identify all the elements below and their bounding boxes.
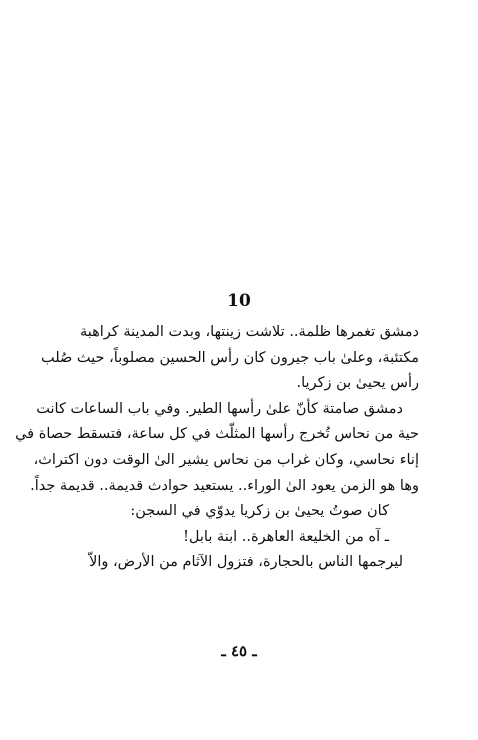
text-line: وها هو الزمن يعود الىٰ الوراء.. يستعيد حوادث قديمة.. قديمة جداً. [30, 477, 419, 494]
page-number: ـ ٤٥ ـ [221, 642, 257, 660]
text-line: كان صوتُ يحيىٰ بن زكريا يدوّي في السجن: [130, 503, 389, 520]
body-text [15, 320, 419, 576]
text-line: دمشق صامتة كأنّ علىٰ رأسها الطير. وفي باب الساعات كانت [36, 400, 403, 417]
text-line: ـ آه من الخليعة العاهرة.. ابنة بابل! [183, 528, 389, 545]
text-line: رأس يحيىٰ بن زكريا. [296, 375, 419, 392]
text-line: مكتئبة، وعلىٰ باب جيرون كان رأس الحسين مصلوباً، حيث صُلب [40, 349, 419, 366]
text-line: إناء نحاسي، وكان غراب من نحاس يشير الىٰ الوقت دون اكتراث، [33, 451, 419, 468]
text-line: ليرجمها الناس بالحجارة، فتزول الآثام من الأرض، والاّ [89, 554, 403, 571]
text-line: حية من نحاس تُخرج رأسها المثلّث في كل ساعة، فتسقط حصاة في [15, 426, 419, 443]
text-line: دمشق تغمرها ظلمة.. تلاشت زينتها، وبدت المدينة كراهبة [79, 324, 419, 340]
section-number: 10 [227, 291, 251, 311]
